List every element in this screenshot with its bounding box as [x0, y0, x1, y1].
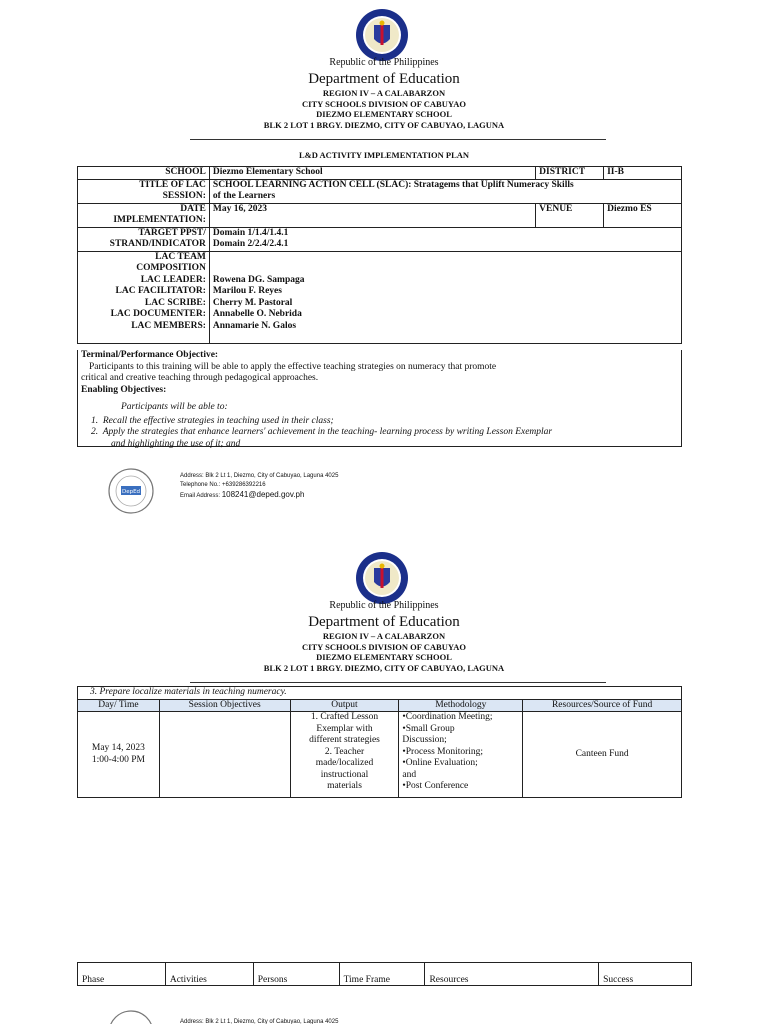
title-label-line-2: SESSION:: [162, 191, 206, 201]
enabling-item-1-num: 1.: [91, 415, 99, 426]
school-line: DIEZMO ELEMENTARY SCHOOL: [316, 109, 452, 119]
schedule-table: [77, 686, 682, 798]
col-resources-3: Resources: [425, 963, 599, 986]
col-resources: Resources/Source of Fund: [523, 699, 682, 712]
address-line: BLK 2 LOT 1 BRGY. DIEZMO, CITY OF CABUYAO, LAGUNA: [263, 119, 505, 130]
team-names-spacer: [213, 252, 678, 275]
team-name-facilitator: Marilou F. Reyes: [212, 286, 282, 296]
team-role-facilitator: LAC FACILITATOR:: [115, 286, 206, 296]
date-label-line-2: IMPLEMENTATION:: [113, 215, 206, 225]
col-session-objectives: Session Objectives: [159, 699, 290, 712]
phase-header-row: [78, 963, 692, 986]
footer-address-3: Address: Blk 2 Lt 1, Diezmo, City of Cabuyao, Laguna 4025: [180, 1019, 339, 1024]
team-role-members: LAC MEMBERS:: [131, 320, 206, 331]
col-phase: Phase: [78, 963, 166, 986]
document-page-2: [0, 540, 768, 950]
target-label: [78, 227, 210, 251]
col-success: Success: [599, 963, 692, 986]
deped-seal-icon: [355, 551, 409, 605]
team-role-documenter: LAC DOCUMENTER:: [110, 309, 206, 319]
svg-text:DepEd: DepEd: [121, 489, 141, 495]
target-value-line-2: Domain 2/2.4/2.4.1: [212, 239, 289, 249]
school-logo-icon: [108, 1010, 154, 1024]
terminal-objective-text-1: Participants to this training will be able to apply the effective teaching strategies on numeracy that promote: [89, 361, 497, 372]
team-role-leader: LAC LEADER:: [140, 274, 206, 285]
document-page-3: [0, 955, 768, 1024]
col-output: Output: [290, 699, 399, 712]
method-line-5: •Online Evaluation;: [402, 758, 478, 768]
cell-time: 1:00-4:00 PM: [91, 754, 145, 765]
venue-value: Diezmo ES: [604, 203, 682, 227]
school-row: [78, 167, 682, 180]
department-line-2: Department of Education: [308, 614, 460, 630]
team-label-line-1: LAC TEAM: [155, 251, 206, 262]
objective-3: 3. Prepare localize materials in teaching numeracy.: [78, 687, 682, 700]
team-name-leader: Rowena DG. Sampaga: [212, 274, 305, 285]
footer-telephone: Telephone No.: +639286392216: [180, 482, 266, 488]
title-label: [78, 179, 210, 203]
plan-info-table: [77, 166, 682, 344]
terminal-objective-heading: Terminal/Performance Objective:: [81, 350, 219, 360]
method-line-3: Discussion;: [402, 735, 447, 745]
target-value-line-1: Domain 1/1.4/1.4.1: [212, 227, 289, 238]
title-label-line-1: TITLE OF LAC: [139, 179, 206, 190]
page-footer-3: [108, 1010, 468, 1024]
objective-3-row: [78, 687, 682, 700]
terminal-objective-text-2: critical and creative teaching through pedagogical approaches.: [81, 373, 319, 383]
school-logo-icon: [108, 468, 154, 514]
letterhead-2: [0, 600, 768, 673]
target-label-line-2: STRAND/INDICATOR: [109, 239, 206, 249]
title-value: [209, 179, 681, 203]
team-name-scribe: Cherry M. Pastoral: [212, 297, 293, 308]
cell-day-time: [78, 712, 160, 798]
team-name-documenter: Annabelle O. Nebrida: [212, 309, 302, 319]
output-line-7: materials: [327, 781, 362, 791]
output-line-5: made/localized: [315, 758, 374, 768]
enabling-objectives-heading: Enabling Objectives:: [81, 384, 167, 395]
footer-email-row: [180, 490, 338, 501]
enabling-item-2: [81, 427, 678, 439]
output-line-1: 1. Crafted Lesson: [310, 712, 379, 722]
team-row: [78, 251, 682, 344]
enabling-item-1-text: Recall the effective strategies in teaching used in their class;: [102, 415, 334, 426]
team-name-members: Annamarie N. Galos: [212, 320, 297, 331]
col-activities: Activities: [165, 963, 253, 986]
school-label: SCHOOL: [78, 167, 210, 180]
col-persons: Persons: [253, 963, 339, 986]
republic-line: Republic of the Philippines: [329, 57, 439, 68]
col-methodology: Methodology: [399, 699, 523, 712]
address-line-2: BLK 2 LOT 1 BRGY. DIEZMO, CITY OF CABUYAO, LAGUNA: [263, 662, 505, 673]
footer-contact: [180, 472, 338, 501]
footer-email-label: Email Address:: [180, 493, 222, 499]
header-divider: [190, 139, 606, 140]
enabling-item-2-text: Apply the strategies that enhance learners' achievement in the teaching- learning process by writing Lesson Exemplar: [102, 427, 553, 437]
header-divider-2: [190, 682, 606, 683]
plan-title: L&D ACTIVITY IMPLEMENTATION PLAN: [298, 150, 470, 160]
district-label: DISTRICT: [536, 167, 604, 180]
school-value: Diezmo Elementary School: [209, 167, 535, 180]
col-day-time: Day/ Time: [78, 699, 160, 712]
title-row: [78, 179, 682, 203]
enabling-item-2-num: 2.: [91, 427, 99, 437]
letterhead: [0, 57, 768, 130]
cell-session-objectives: [159, 712, 290, 798]
republic-line-2: Republic of the Philippines: [329, 600, 439, 611]
method-line-7: •Post Conference: [402, 781, 469, 791]
title-value-line-1: SCHOOL LEARNING ACTION CELL (SLAC): Stratagems that Uplift Numeracy Skills: [212, 179, 574, 190]
footer-email: 108241@deped.gov.ph: [221, 490, 305, 499]
cell-methodology: [399, 712, 523, 798]
target-label-line-1: TARGET PPST/: [138, 227, 206, 238]
method-line-1: •Coordination Meeting;: [402, 712, 493, 722]
objectives-box: [77, 350, 682, 447]
output-line-6: instructional: [320, 769, 369, 780]
date-value: May 16, 2023: [209, 203, 535, 227]
schedule-header-row: [78, 699, 682, 712]
cell-output: [290, 712, 399, 798]
cell-resources: Canteen Fund: [523, 712, 682, 798]
schedule-row: [78, 712, 682, 798]
school-line-2: DIEZMO ELEMENTARY SCHOOL: [316, 652, 452, 662]
page-footer-1: [108, 468, 468, 518]
department-line: Department of Education: [308, 71, 460, 87]
region-line-2: REGION IV – A CALABARZON: [322, 631, 446, 641]
division-line: CITY SCHOOLS DIVISION OF CABUYAO: [302, 98, 466, 109]
division-line-2: CITY SCHOOLS DIVISION OF CABUYAO: [302, 641, 466, 652]
team-names: [209, 251, 681, 344]
target-value: [209, 227, 681, 251]
enabling-item-1: [81, 416, 678, 428]
team-labels: [78, 251, 210, 344]
method-line-2: •Small Group: [402, 723, 455, 734]
footer-address: Address: Blk 2 Lt 1, Diezmo, City of Cabuyao, Laguna 4025: [180, 473, 339, 479]
date-label-line-1: DATE: [180, 203, 206, 214]
team-label-line-2: COMPOSITION: [136, 263, 206, 273]
target-row: [78, 227, 682, 251]
footer-contact-3: [180, 1018, 338, 1024]
output-line-2: Exemplar with: [316, 723, 373, 734]
title-value-line-2: of the Learners: [212, 191, 276, 201]
date-row: [78, 203, 682, 227]
method-line-4: •Process Monitoring;: [402, 746, 484, 757]
date-label: [78, 203, 210, 227]
method-line-6: and: [402, 769, 417, 780]
col-time-frame: Time Frame: [339, 963, 425, 986]
team-role-scribe: LAC SCRIBE:: [144, 297, 206, 308]
district-value: II-B: [604, 167, 682, 180]
enabling-intro: Participants will be able to:: [121, 402, 228, 412]
venue-label: VENUE: [536, 203, 604, 227]
phase-table: [77, 962, 692, 986]
deped-seal-icon: [355, 8, 409, 62]
enabling-item-2-cont: and highlighting the use of it; and: [111, 438, 241, 449]
cell-day: May 14, 2023: [91, 743, 145, 753]
region-line: REGION IV – A CALABARZON: [322, 88, 446, 98]
output-line-4: 2. Teacher: [324, 746, 365, 757]
output-line-3: different strategies: [309, 735, 380, 745]
